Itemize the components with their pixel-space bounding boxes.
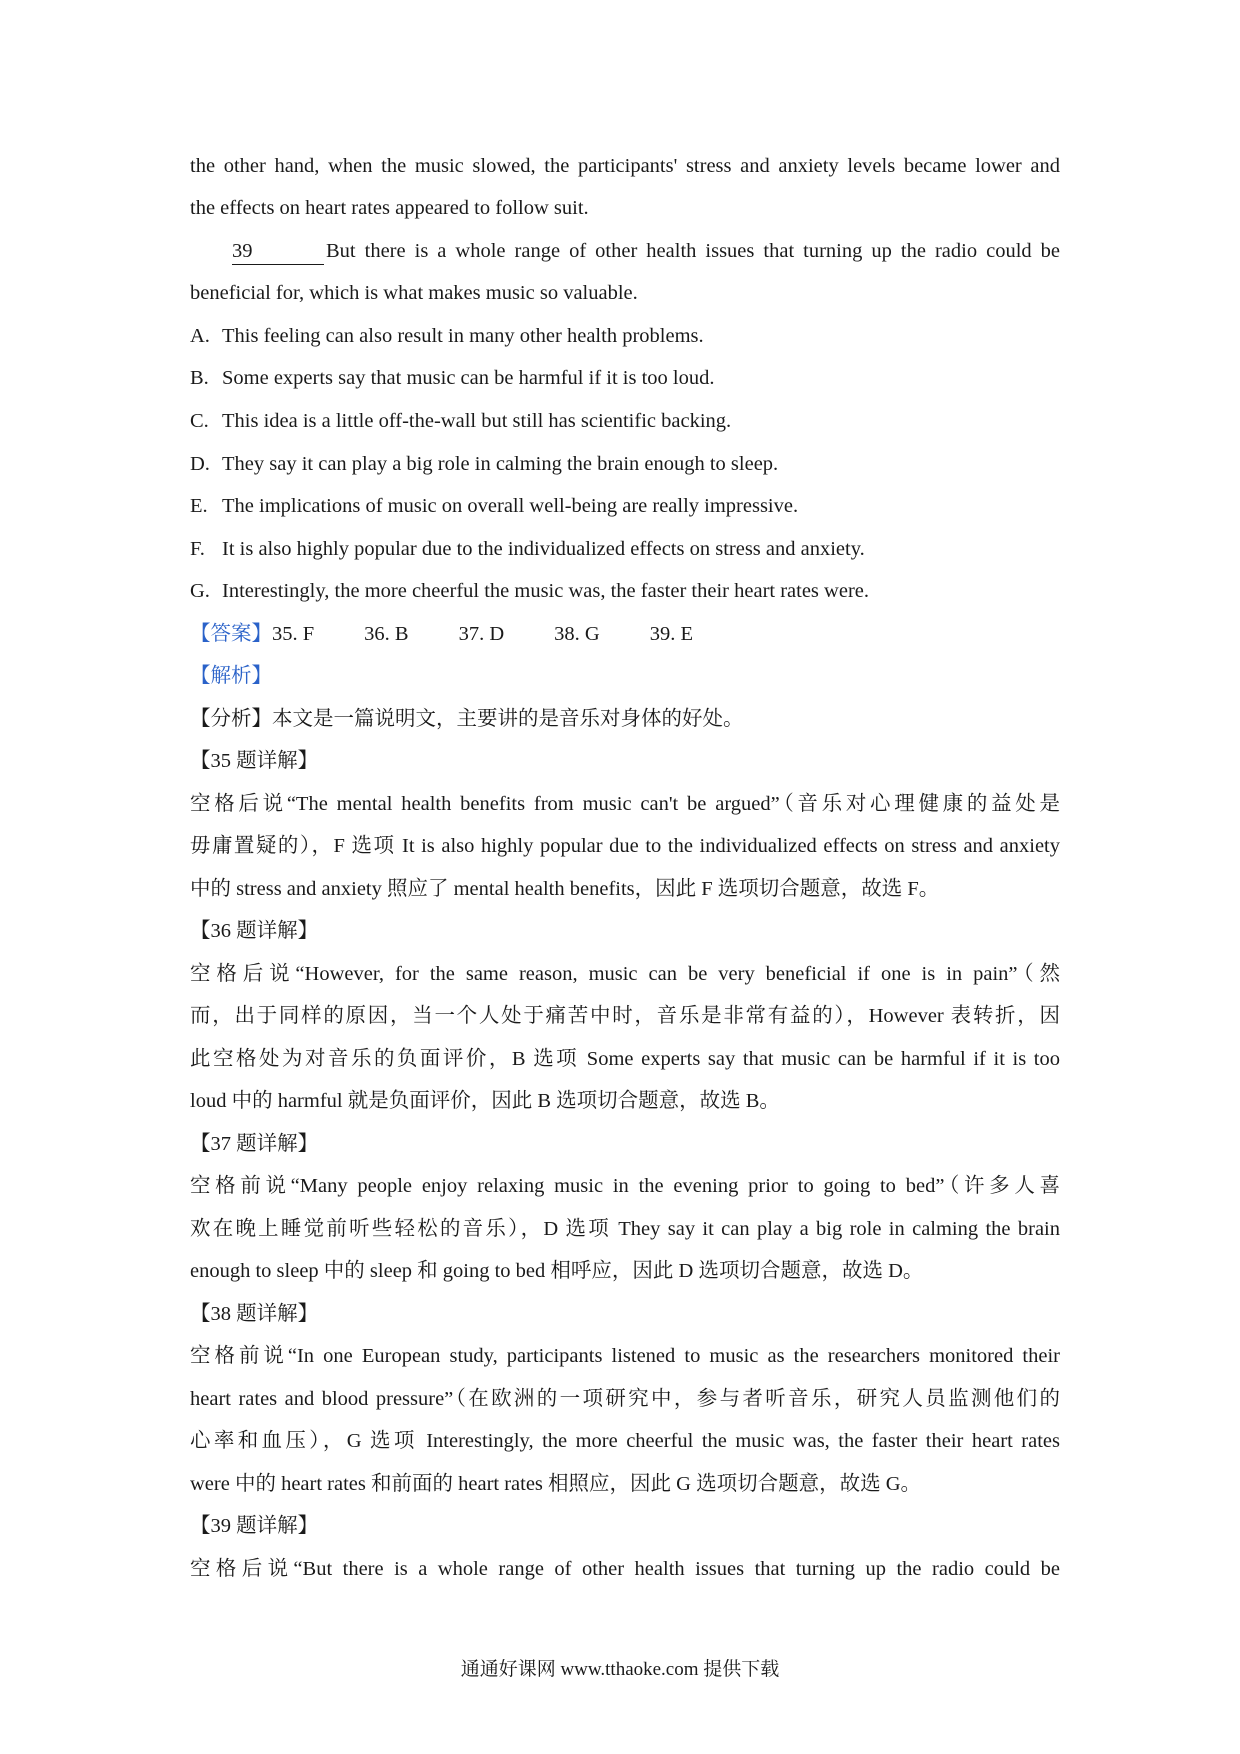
q38-line: 空格前说“In one European study, participants listened to music as the researchers monitored their	[190, 1345, 1060, 1367]
q37-heading: 【37 题详解】	[190, 1133, 319, 1155]
option-letter: A.	[190, 325, 210, 347]
q38-line: heart rates and blood pressure”（在欧洲的一项研究中，参与者听音乐，研究人员监测他们的	[190, 1388, 1060, 1410]
option-text: They say it can play a big role in calming the brain enough to sleep.	[222, 453, 779, 475]
option-letter: F.	[190, 538, 205, 560]
option-text: It is also highly popular due to the individualized effects on stress and anxiety.	[222, 538, 865, 560]
option-text: This idea is a little off-the-wall but still has scientific backing.	[222, 410, 732, 432]
analysis-label: 【解析】	[190, 665, 272, 687]
option-letter: D.	[190, 453, 210, 475]
q36-line: 而，出于同样的原因，当一个人处于痛苦中时，音乐是非常有益的），However 表转折，因	[190, 1005, 1060, 1027]
option-b	[190, 363, 1060, 393]
option-e	[190, 491, 1060, 521]
passage-line: the other hand, when the music slowed, the participants' stress and anxiety levels became lower and	[190, 155, 1060, 177]
answer-label: 【答案】	[190, 623, 272, 645]
option-text: This feeling can also result in many other health problems.	[222, 325, 704, 347]
option-text: Interestingly, the more cheerful the music was, the faster their heart rates were.	[222, 580, 869, 602]
q36-line: 空格后说“However, for the same reason, music can be very beneficial if one is in pain”（然	[190, 963, 1060, 985]
option-letter: G.	[190, 580, 210, 602]
q35-heading: 【35 题详解】	[190, 750, 319, 772]
option-letter: E.	[190, 495, 208, 517]
answer-item: 38. G	[554, 623, 600, 645]
q35-line: 毋庸置疑的），F 选项 It is also highly popular due to the individualized effects on stress and anxiety	[190, 835, 1060, 857]
q39-line: 空格后说“But there is a whole range of other health issues that turning up the radio could be	[190, 1558, 1060, 1580]
passage-line: beneficial for, which is what makes music so valuable.	[190, 282, 638, 304]
q36-line: loud 中的 harmful 就是负面评价，因此 B 选项切合题意，故选 B。	[190, 1090, 780, 1112]
answer-item: 39. E	[649, 623, 693, 645]
page-footer: 通通好课网 www.tthaoke.com 提供下载	[460, 1659, 780, 1680]
blank-39: 39	[232, 238, 324, 265]
option-f	[190, 534, 1060, 564]
q38-line: 心率和血压），G 选项 Interestingly, the more cheerful the music was, the faster their heart rates	[190, 1430, 1060, 1452]
option-c	[190, 406, 1060, 436]
passage-line: the effects on heart rates appeared to follow suit.	[190, 197, 589, 219]
answer-item: 35. F	[272, 623, 315, 645]
option-letter: C.	[190, 410, 209, 432]
option-g	[190, 576, 1060, 606]
q37-line: 空格前说“Many people enjoy relaxing music in the evening prior to going to bed”（许多人喜	[190, 1175, 1060, 1197]
q37-line: 欢在晚上睡觉前听些轻松的音乐），D 选项 They say it can play a big role in calming the brain	[190, 1218, 1060, 1240]
passage-line: But there is a whole range of other health issues that turning up the radio could be	[326, 240, 1060, 262]
option-text: The implications of music on overall well-being are really impressive.	[222, 495, 799, 517]
option-d	[190, 449, 1060, 479]
q35-line: 空格后说“The mental health benefits from music can't be argued”（音乐对心理健康的益处是	[190, 793, 1060, 815]
q38-heading: 【38 题详解】	[190, 1303, 319, 1325]
q37-line: enough to sleep 中的 sleep 和 going to bed 相呼应，因此 D 选项切合题意，故选 D。	[190, 1260, 924, 1282]
q35-line: 中的 stress and anxiety 照应了 mental health benefits，因此 F 选项切合题意，故选 F。	[190, 878, 940, 900]
q38-line: were 中的 heart rates 和前面的 heart rates 相照应，因此 G 选项切合题意，故选 G。	[190, 1473, 922, 1495]
option-a	[190, 321, 1060, 351]
answer-line	[190, 619, 1060, 649]
q36-heading: 【36 题详解】	[190, 920, 319, 942]
option-letter: B.	[190, 367, 209, 389]
q39-heading: 【39 题详解】	[190, 1515, 319, 1537]
passage-blank-line	[190, 236, 1060, 266]
answer-item: 36. B	[364, 623, 409, 645]
q36-line: 此空格处为对音乐的负面评价，B 选项 Some experts say that music can be harmful if it is too	[190, 1048, 1060, 1070]
option-text: Some experts say that music can be harmful if it is too loud.	[222, 367, 715, 389]
analysis-summary: 【分析】本文是一篇说明文，主要讲的是音乐对身体的好处。	[190, 708, 744, 730]
answer-item: 37. D	[458, 623, 505, 645]
